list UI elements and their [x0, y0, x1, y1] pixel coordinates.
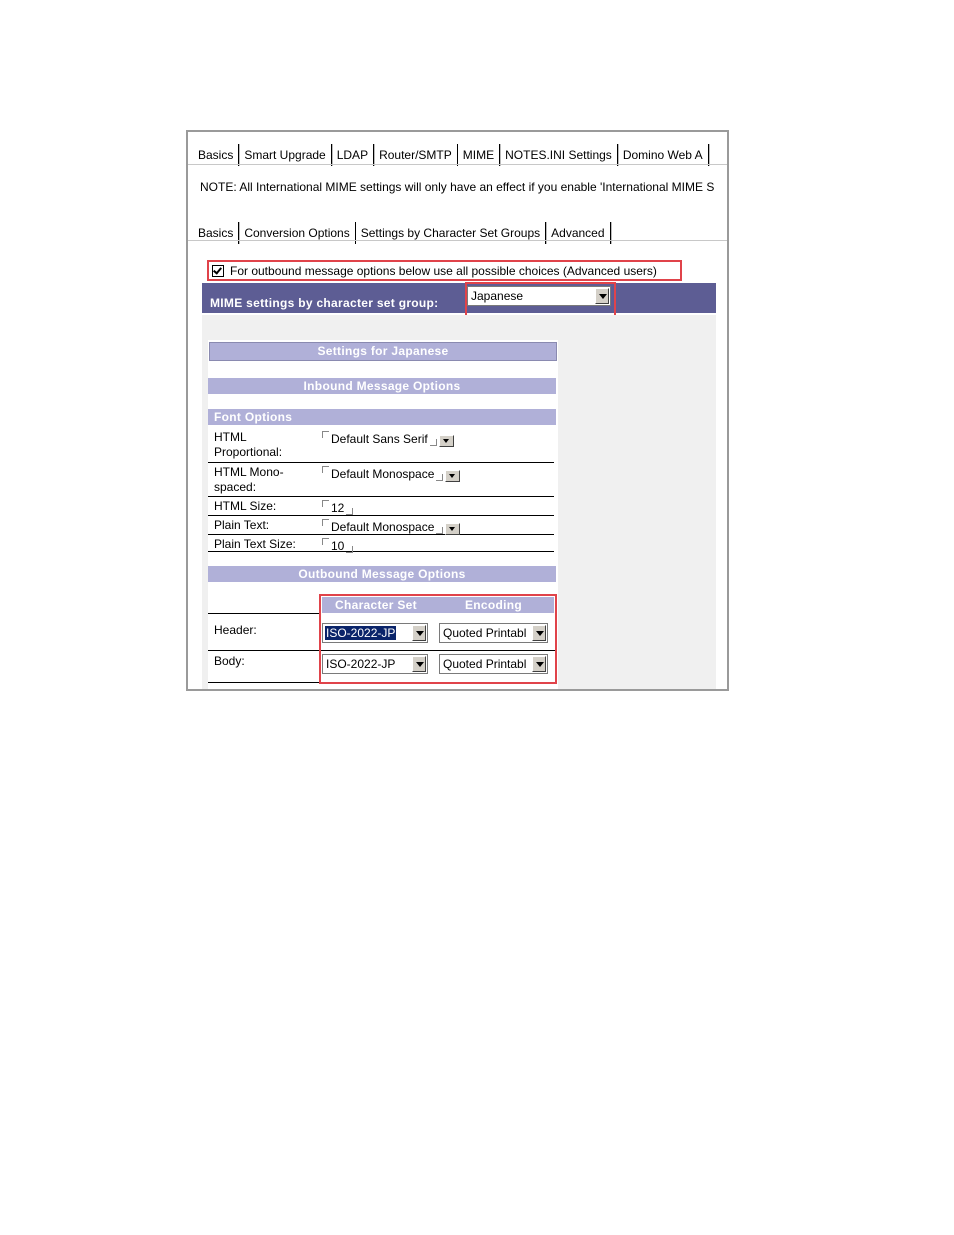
- outbound-header: Outbound Message Options: [208, 566, 556, 582]
- tab-basics[interactable]: Basics: [193, 144, 239, 166]
- subtab-conversion-options[interactable]: Conversion Options: [239, 222, 355, 244]
- highlight-outbound: [319, 594, 557, 684]
- chevron-down-icon[interactable]: [445, 470, 460, 482]
- font-row-label: HTML Size:: [214, 499, 277, 513]
- chevron-down-icon[interactable]: [439, 435, 454, 447]
- column-encoding: Encoding: [465, 598, 523, 612]
- font-row-value[interactable]: 10: [322, 539, 353, 553]
- font-row-value[interactable]: Default Sans Serif: [322, 432, 454, 446]
- tab-mime[interactable]: MIME: [458, 144, 500, 166]
- advanced-choices-label: For outbound message options below use all possible choices (Advanced users): [230, 264, 657, 278]
- charset-group-bar: [202, 283, 716, 313]
- font-row-value[interactable]: Default Monospace: [322, 467, 460, 481]
- font-row-html-monospaced: [208, 463, 554, 497]
- subtab-advanced[interactable]: Advanced: [546, 222, 610, 244]
- subtab-settings-by-charset-groups[interactable]: Settings by Character Set Groups: [356, 222, 546, 244]
- tab-divider: [188, 164, 727, 165]
- settings-title: Settings for Japanese: [209, 342, 557, 361]
- header-encoding-value: Quoted Printabl: [443, 626, 527, 640]
- subtab-divider: [188, 240, 727, 241]
- tab-notes-ini-settings[interactable]: NOTES.INI Settings: [500, 144, 618, 166]
- font-row-plain-text-size: [208, 535, 554, 552]
- font-row-html-proportional: [208, 428, 554, 463]
- top-tab-bar: [193, 144, 709, 166]
- font-row-plain-text: [208, 516, 554, 535]
- column-character-set: Character Set: [335, 598, 417, 612]
- tab-smart-upgrade[interactable]: Smart Upgrade: [239, 144, 331, 166]
- body-encoding-value: Quoted Printabl: [443, 657, 527, 671]
- font-row-value[interactable]: Default Monospace: [322, 520, 460, 534]
- font-row-value[interactable]: 12: [322, 501, 353, 515]
- tab-domino-web[interactable]: Domino Web A: [618, 144, 709, 166]
- international-mime-note: NOTE: All International MIME settings will only have an effect if you enable 'International MIME S: [200, 180, 715, 194]
- charset-group-value: Japanese: [471, 289, 524, 303]
- font-row-html-size: [208, 497, 554, 516]
- font-row-label: HTML Proportional:: [214, 430, 283, 459]
- body-charset-value: ISO-2022-JP: [326, 657, 396, 671]
- tab-router-smtp[interactable]: Router/SMTP: [374, 144, 458, 166]
- outbound-row-label: Header:: [214, 623, 257, 637]
- font-row-label: Plain Text Size:: [214, 537, 296, 551]
- server-document-window: [186, 130, 729, 691]
- tab-ldap[interactable]: LDAP: [332, 144, 374, 166]
- font-row-label: Plain Text:: [214, 518, 270, 532]
- highlight-checkbox: [207, 260, 682, 281]
- subtab-basics[interactable]: Basics: [193, 222, 239, 244]
- charset-group-label: MIME settings by character set group:: [210, 296, 439, 310]
- chevron-down-icon[interactable]: [445, 523, 460, 535]
- font-options-header: Font Options: [208, 409, 556, 425]
- inbound-header: Inbound Message Options: [208, 378, 556, 394]
- highlight-group-select: [465, 282, 616, 318]
- font-row-label: HTML Mono-spaced:: [214, 465, 284, 494]
- outbound-row-label: Body:: [214, 654, 245, 668]
- header-charset-value: ISO-2022-JP: [326, 626, 396, 640]
